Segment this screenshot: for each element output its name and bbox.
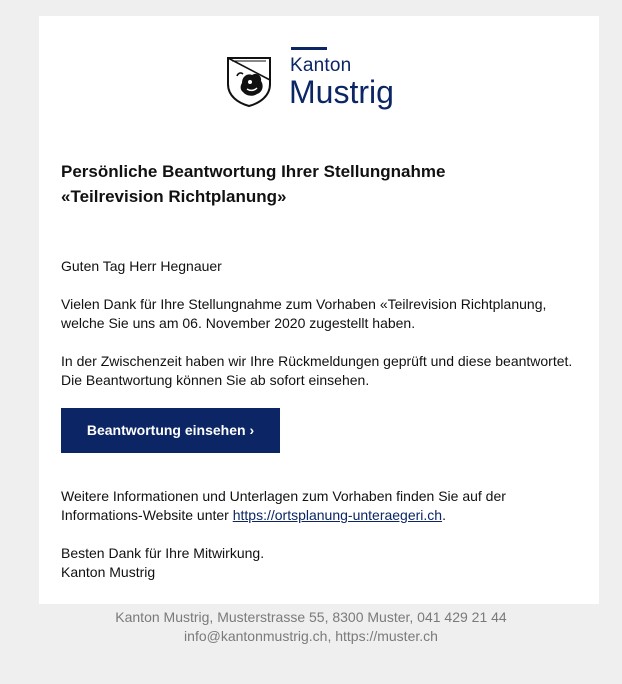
logo-name-text: Mustrig bbox=[289, 74, 394, 110]
info-paragraph bbox=[61, 487, 581, 525]
info-line2-prefix: Informations-Website unter bbox=[61, 507, 233, 523]
review-paragraph bbox=[61, 352, 581, 390]
footer-address: Kanton Mustrig, Musterstrasse 55, 8300 Muster, 041 429 21 44 bbox=[115, 609, 507, 625]
thanks-line1: Vielen Dank für Ihre Stellungnahme zum Vorhaben «Teilrevision Richtplanung, bbox=[61, 296, 547, 312]
review-line1: In der Zwischenzeit haben wir Ihre Rückmeldungen geprüft und diese beantwortet. bbox=[61, 353, 573, 369]
info-line2-suffix: . bbox=[442, 507, 446, 523]
email-title bbox=[61, 159, 581, 209]
view-response-button[interactable]: Beantwortung einsehen › bbox=[61, 408, 280, 453]
info-line1: Weitere Informationen und Unterlagen zum Vorhaben finden Sie auf der bbox=[61, 488, 506, 504]
greeting-line: Guten Tag Herr Hegnauer bbox=[61, 258, 222, 274]
info-website-link[interactable]: https://ortsplanung-unteraegeri.ch bbox=[232, 507, 443, 523]
closing-line1: Besten Dank für Ihre Mitwirkung. bbox=[61, 545, 265, 561]
email-footer bbox=[0, 608, 622, 646]
footer-contact: info@kantonmustrig.ch, https://muster.ch bbox=[184, 628, 438, 644]
closing-paragraph bbox=[61, 544, 581, 582]
review-line2: Die Beantwortung können Sie ab sofort einsehen. bbox=[61, 372, 370, 388]
logo-accent-bar bbox=[291, 47, 327, 50]
closing-signature: Kanton Mustrig bbox=[61, 564, 156, 580]
logo-kanton-text: Kanton bbox=[290, 55, 352, 76]
coat-of-arms-icon bbox=[226, 56, 272, 108]
email-card bbox=[39, 16, 599, 604]
thanks-line2: welche Sie uns am 06. November 2020 zugestellt haben. bbox=[61, 315, 416, 331]
greeting-text bbox=[61, 257, 581, 276]
kanton-logo bbox=[226, 47, 416, 109]
email-title-line1: Persönliche Beantwortung Ihrer Stellungnahme bbox=[61, 162, 446, 181]
thanks-paragraph bbox=[61, 295, 581, 333]
info-line2 bbox=[61, 506, 581, 525]
email-title-line2: «Teilrevision Richtplanung» bbox=[61, 187, 287, 206]
